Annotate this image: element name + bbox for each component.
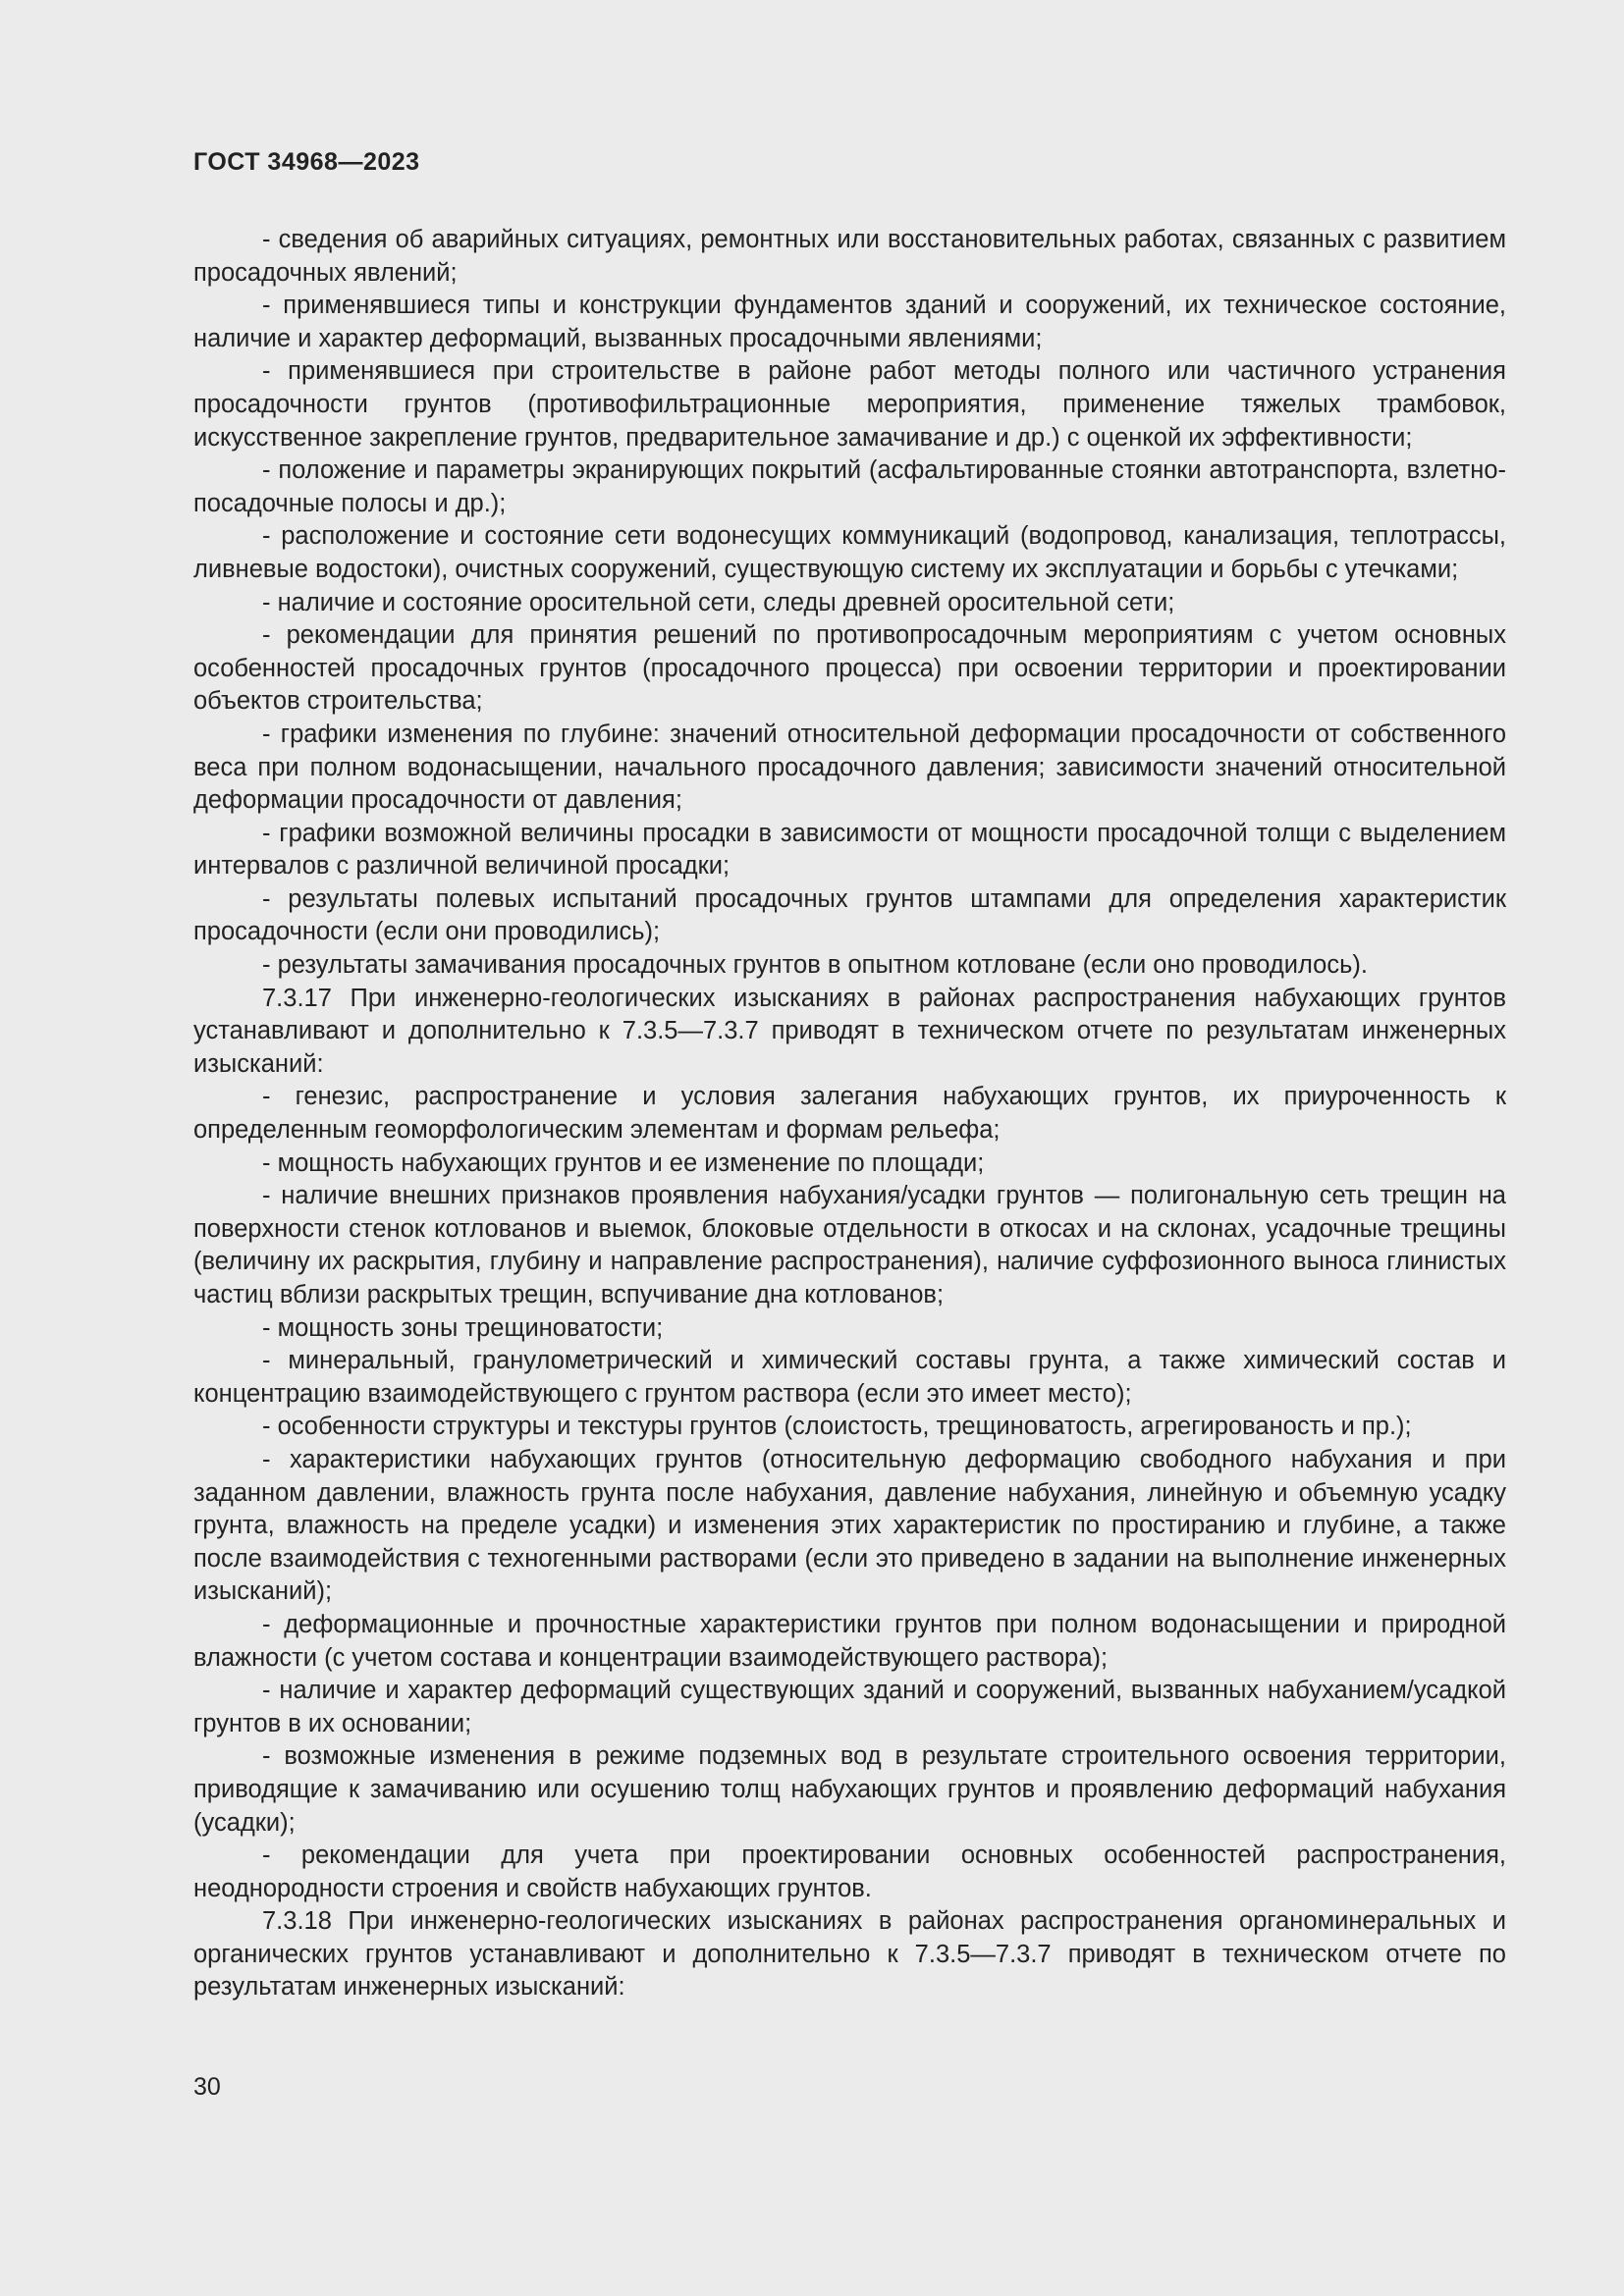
- paragraph: - графики возможной величины просадки в зависимости от мощности просадочной толщи с выделением интервалов с различной величиной просадки;: [193, 819, 1506, 881]
- paragraph: - наличие и состояние оросительной сети, следы древней оросительной сети;: [262, 588, 1175, 616]
- document-body: [193, 224, 1506, 2004]
- paragraph: - наличие внешних признаков проявления набухания/усадки грунтов — полигональную сеть трещин на поверхности стенок котлованов и выемок, блоковые отдельности в откосах и на склонах, усадочные трещины (величину их раскрытия, глубину и направление распространения), наличие суффозионного выноса глинистых частиц вблизи раскрытых трещин, вспучивание дна котлованов;: [193, 1182, 1506, 1308]
- section-7-3-17: 7.3.17 При инженерно-геологических изысканиях в районах распространения набухающих грунтов устанавливают и дополнительно к 7.3.5—7.3.7 приводят в техническом отчете по результатам инженерных изысканий:: [193, 984, 1506, 1078]
- paragraph: - возможные изменения в режиме подземных вод в результате строительного освоения территории, приводящие к замачиванию или осушению толщ набухающих грунтов и проявлению деформаций набухания (усадки);: [193, 1742, 1506, 1837]
- paragraph: - генезис, распространение и условия залегания набухающих грунтов, их приуроченность к определенным геоморфологическим элементам и формам рельефа;: [193, 1083, 1506, 1145]
- paragraph: - особенности структуры и текстуры грунтов (слоистость, трещиноватость, агрегированость и пр.);: [262, 1413, 1412, 1441]
- paragraph: - минеральный, гранулометрический и химический составы грунта, а также химический состав и концентрацию взаимодействующего с грунтом раствора (если это имеет место);: [193, 1347, 1506, 1408]
- paragraph: - результаты полевых испытаний просадочных грунтов штампами для определения характеристик просадочности (если они проводились);: [193, 884, 1506, 946]
- document-header: ГОСТ 34968—2023: [193, 148, 420, 176]
- page-number: 30: [193, 2073, 221, 2101]
- paragraph: - наличие и характер деформаций существующих зданий и сооружений, вызванных набуханием/усадкой грунтов в их основании;: [193, 1677, 1506, 1737]
- paragraph: - сведения об аварийных ситуациях, ремонтных или восстановительных работах, связанных с развитием просадочных явлений;: [193, 226, 1506, 287]
- paragraph: - мощность зоны трещиноватости;: [262, 1313, 664, 1342]
- paragraph: - рекомендации для учета при проектировании основных особенностей распространения, неоднородности строения и свойств набухающих грунтов.: [193, 1842, 1506, 1902]
- paragraph: - применявшиеся при строительстве в районе работ методы полного или частичного устранения просадочности грунтов (противофильтрационные мероприятия, применение тяжелых трамбовок, искусственное закрепление грунтов, предварительное замачивание и др.) с оценкой их эффективности;: [193, 357, 1506, 452]
- section-7-3-18: 7.3.18 При инженерно-геологических изысканиях в районах распространения органоминеральных и органических грунтов устанавливают и дополнительно к 7.3.5—7.3.7 приводят в техническом отчете по результатам инженерных изысканий:: [193, 1907, 1506, 2002]
- paragraph: - применявшиеся типы и конструкции фундаментов зданий и сооружений, их техническое состояние, наличие и характер деформаций, вызванных просадочными явлениями;: [193, 292, 1506, 352]
- paragraph: - графики изменения по глубине: значений относительной деформации просадочности от собственного веса при полном водонасыщении, начального просадочного давления; зависимости значений относительной деформации просадочности от давления;: [193, 720, 1506, 815]
- paragraph: - деформационные и прочностные характеристики грунтов при полном водонасыщении и природной влажности (с учетом состава и концентрации взаимодействующего раствора);: [193, 1610, 1506, 1672]
- paragraph: - результаты замачивания просадочных грунтов в опытном котловане (если оно проводилось).: [262, 951, 1368, 980]
- paragraph: - положение и параметры экранирующих покрытий (асфальтированные стоянки автотранспорта, взлетно-посадочные полосы и др.);: [193, 456, 1506, 517]
- paragraph: - мощность набухающих грунтов и ее изменение по площади;: [262, 1148, 985, 1177]
- paragraph: - характеристики набухающих грунтов (относительную деформацию свободного набухания и при заданном давлении, влажность грунта после набухания, давление набухания, линейную и объемную усадку грунта, влажность на пределе усадки) и изменения этих характеристик по простиранию и глубине, а также после взаимодействия с техногенными растворами (если это приведено в задании на выполнение инженерных изысканий);: [193, 1445, 1506, 1606]
- paragraph: - рекомендации для принятия решений по противопросадочным мероприятиям с учетом основных особенностей просадочных грунтов (просадочного процесса) при освоении территории и проектировании объектов строительства;: [193, 621, 1506, 716]
- paragraph: - расположение и состояние сети водонесущих коммуникаций (водопровод, канализация, теплотрассы, ливневые водостоки), очистных сооружений, существующую систему их эксплуатации и борьбы с утечками;: [193, 522, 1506, 583]
